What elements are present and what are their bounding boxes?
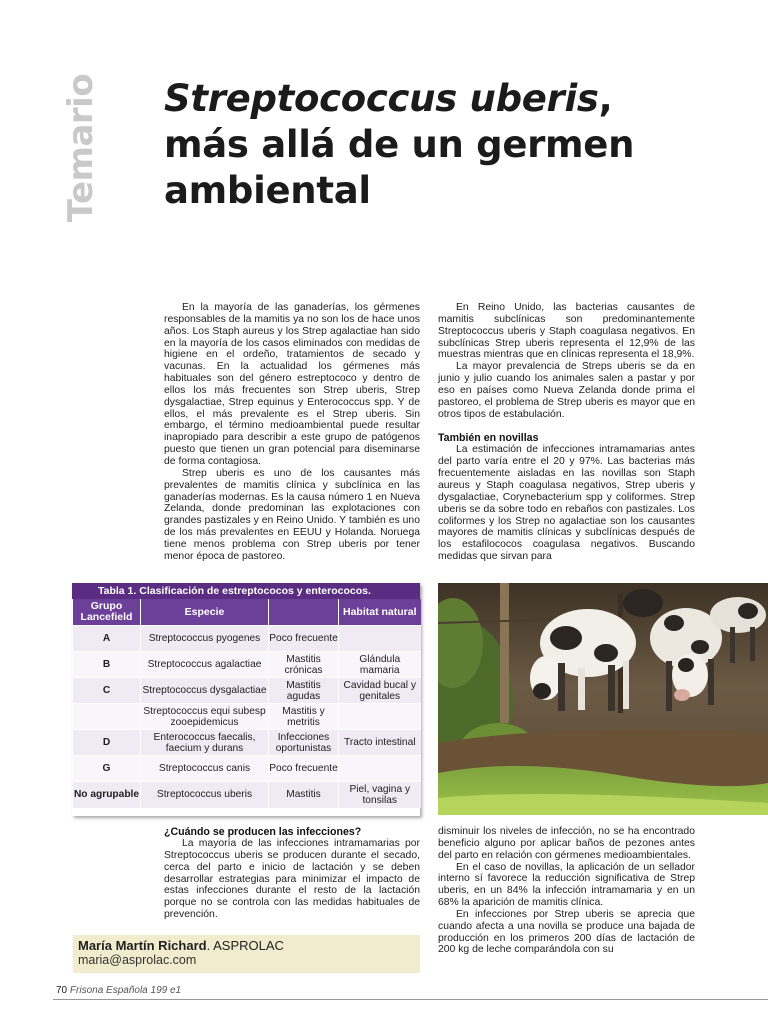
col2-paragraph-1: En Reino Unido, las bacterias causantes de mamitis subclínicas son predominantemente Streptococcus uberis y Staph coagulasa negativos. En subclínicas Strep uberis representa el 12,9% de las muestras mientras que en clínicas representa el 18,9%. (438, 302, 695, 361)
col1-paragraph-2: Strep uberis es uno de los causantes más prevalentes de mamitis clínica y subclínica en las ganaderías modernas. Es la causa número 1 en Nueva Zelanda, donde predominan las explotaciones con grandes pastizales y en Reino Unido. Y también es uno de los más prevalentes en EEUU y Holanda. Noruega tiene menos problema con Strep uberis por tener menor época de pastoreo. (164, 467, 420, 562)
table-cell-disease: Poco frecuente (269, 626, 339, 652)
title-line3: ambiental (164, 169, 371, 212)
table-cell-species: Streptococcus pyogenes (141, 626, 269, 652)
table-caption: Tabla 1. Clasificación de estreptococos y enterococos. (72, 583, 420, 599)
table-cell-group: D (73, 730, 141, 756)
table-cell-disease: Mastitis crónicas (269, 652, 339, 678)
table-header-habitat: Habitat natural (339, 599, 421, 626)
cows-photo (438, 583, 768, 815)
section-tag (58, 73, 104, 223)
table-row (73, 730, 421, 756)
table-row (73, 782, 421, 808)
table-cell-species: Streptococcus equi subesp zooepidemicus (141, 704, 269, 730)
table-row (73, 678, 421, 704)
title-species: Streptococcus uberis (164, 77, 599, 120)
table-cell-disease: Mastitis agudas (269, 678, 339, 704)
table-cell-group: G (73, 756, 141, 782)
footer-rule (53, 999, 768, 1000)
table-cell-species: Streptococcus agalactiae (141, 652, 269, 678)
col1-paragraph-1: En la mayoría de las ganaderías, los gérmenes responsables de la mamitis ya no son los de hace unos años. Los Staph aureus y los Strep agalactiae han sido en la mayoría de los casos eliminados con medidas de higiene en el ordeño, tratamientos de secado y vacunas. En la actualidad los gérmenes más habituales son del género estreptococo y dentro de ellos los más frecuentes son Strep uberis, Strep dysgalactiae, Strep equinus y Enterococcus spp. Y de ellos, el más prevalente es el Strep uberis. Sin embargo, el término medioambiental puede resultar inapropiado para describir a este grupo de patógenos puesto que tienen un gran potencial para diseminarse de forma contagiosa. (164, 302, 420, 467)
table-cell-species: Streptococcus canis (141, 756, 269, 782)
column-1-bottom (164, 826, 420, 921)
title-comma: , (598, 77, 613, 120)
table-header-row (73, 599, 421, 626)
col2-bottom-paragraph-1: disminuir los niveles de infección, no se ha encontrado beneficio alguno por aplicar baños de pezones antes del parto en relación con gérmenes medioambientales. (438, 826, 695, 861)
col2-subhead: También en novillas (438, 432, 539, 445)
article-title (164, 76, 744, 214)
table-cell-species: Streptococcus dysgalactiae (141, 678, 269, 704)
table-header-group: Grupo Lancefield (73, 599, 141, 626)
author-org: . ASPROLAC (206, 938, 284, 953)
table-cell-disease: Poco frecuente (269, 756, 339, 782)
table-cell-habitat (339, 756, 421, 782)
page-number: 70 (56, 985, 68, 996)
table-cell-group: B (73, 652, 141, 678)
col2-bottom-paragraph-3: En infecciones por Strep uberis se aprecia que cuando afecta a una novilla se produce una bajada de producción en los primeros 200 días de lactación de 200 kg de leche comparándola con su (438, 908, 695, 956)
table-cell-disease: Infecciones oportunistas (269, 730, 339, 756)
table-cell-species: Enterococcus faecalis, faecium y durans (141, 730, 269, 756)
table-header-species: Especie (141, 599, 269, 626)
author-email[interactable]: maria@asprolac.com (78, 953, 197, 967)
title-line2: más allá de un germen (164, 123, 635, 166)
table-cell-habitat: Cavidad bucal y genitales (339, 678, 421, 704)
table-header-blank (269, 599, 339, 626)
column-2 (438, 302, 695, 563)
table-cell-habitat (339, 704, 421, 730)
author-box (73, 935, 420, 973)
author-line (78, 938, 284, 953)
table-cell-habitat: Tracto intestinal (339, 730, 421, 756)
table-cell-habitat: Glándula mamaria (339, 652, 421, 678)
table-row (73, 652, 421, 678)
col1-bottom-subhead: ¿Cuándo se producen las infecciones? (164, 826, 362, 838)
column-1 (164, 302, 420, 563)
classification-table (72, 583, 420, 816)
table-row (73, 626, 421, 652)
table-row (73, 756, 421, 782)
table-grid (72, 599, 421, 808)
table-cell-group: C (73, 678, 141, 704)
publication-name: Frisona Española 199 e1 (69, 985, 182, 996)
table-cell-habitat (339, 626, 421, 652)
table-row (73, 704, 421, 730)
table-cell-species: Streptococcus uberis (141, 782, 269, 808)
section-label: Temario (61, 73, 101, 223)
table-cell-group: No agrupable (73, 782, 141, 808)
column-2-bottom (438, 826, 695, 956)
col1-bottom-paragraph: La mayoría de las infecciones intramamarias por Streptococcus uberis se producen durante el secado, cerca del parto e inicio de lactación y se deben desarrollar estrategias para minimizar el impacto de estas infecciones durante el resto de la lactación porque no se controla con las medidas habituales de prevención. (164, 838, 420, 921)
cows-photo-illustration (438, 583, 768, 815)
table-cell-disease: Mastitis (269, 782, 339, 808)
col2-paragraph-2: La mayor prevalencia de Streps uberis se da en junio y julio cuando los animales salen a pastar y por eso en países como Nueva Zelanda donde prima el pastoreo, el problema de Strep uberis es mayor que en otros tipos de estabulación. (438, 361, 695, 420)
table-cell-disease: Mastitis y metritis (269, 704, 339, 730)
author-name: María Martín Richard (78, 938, 207, 953)
page-footer (56, 985, 181, 996)
table-cell-group: A (73, 626, 141, 652)
col2-bottom-paragraph-2: En el caso de novillas, la aplicación de un sellador interno sí favorece la reducción significativa de Strep uberis, en un 84% la infección intramamaria y en un 68% la aparición de mamitis clínica. (438, 861, 695, 909)
col2-paragraph-3: La estimación de infecciones intramamarias antes del parto varía entre el 20 y 97%. Las bacterias más frecuentemente aisladas en las novillas son Staph aureus y Staph coagulasa negativos, Strep uberis y dysgalactiae, Corynebacterium spp y coliformes. Strep uberis se da sobre todo en rebaños con pastizales. Los coliformes y los Strep no agalactiae son los causantes mayores de mamitis clínicas y subclínicas después de los estafilococos coagulasa negativos. Buscando medidas que sirvan para (438, 444, 695, 563)
table-cell-group (73, 704, 141, 730)
table-cell-habitat: Piel, vagina y tonsilas (339, 782, 421, 808)
